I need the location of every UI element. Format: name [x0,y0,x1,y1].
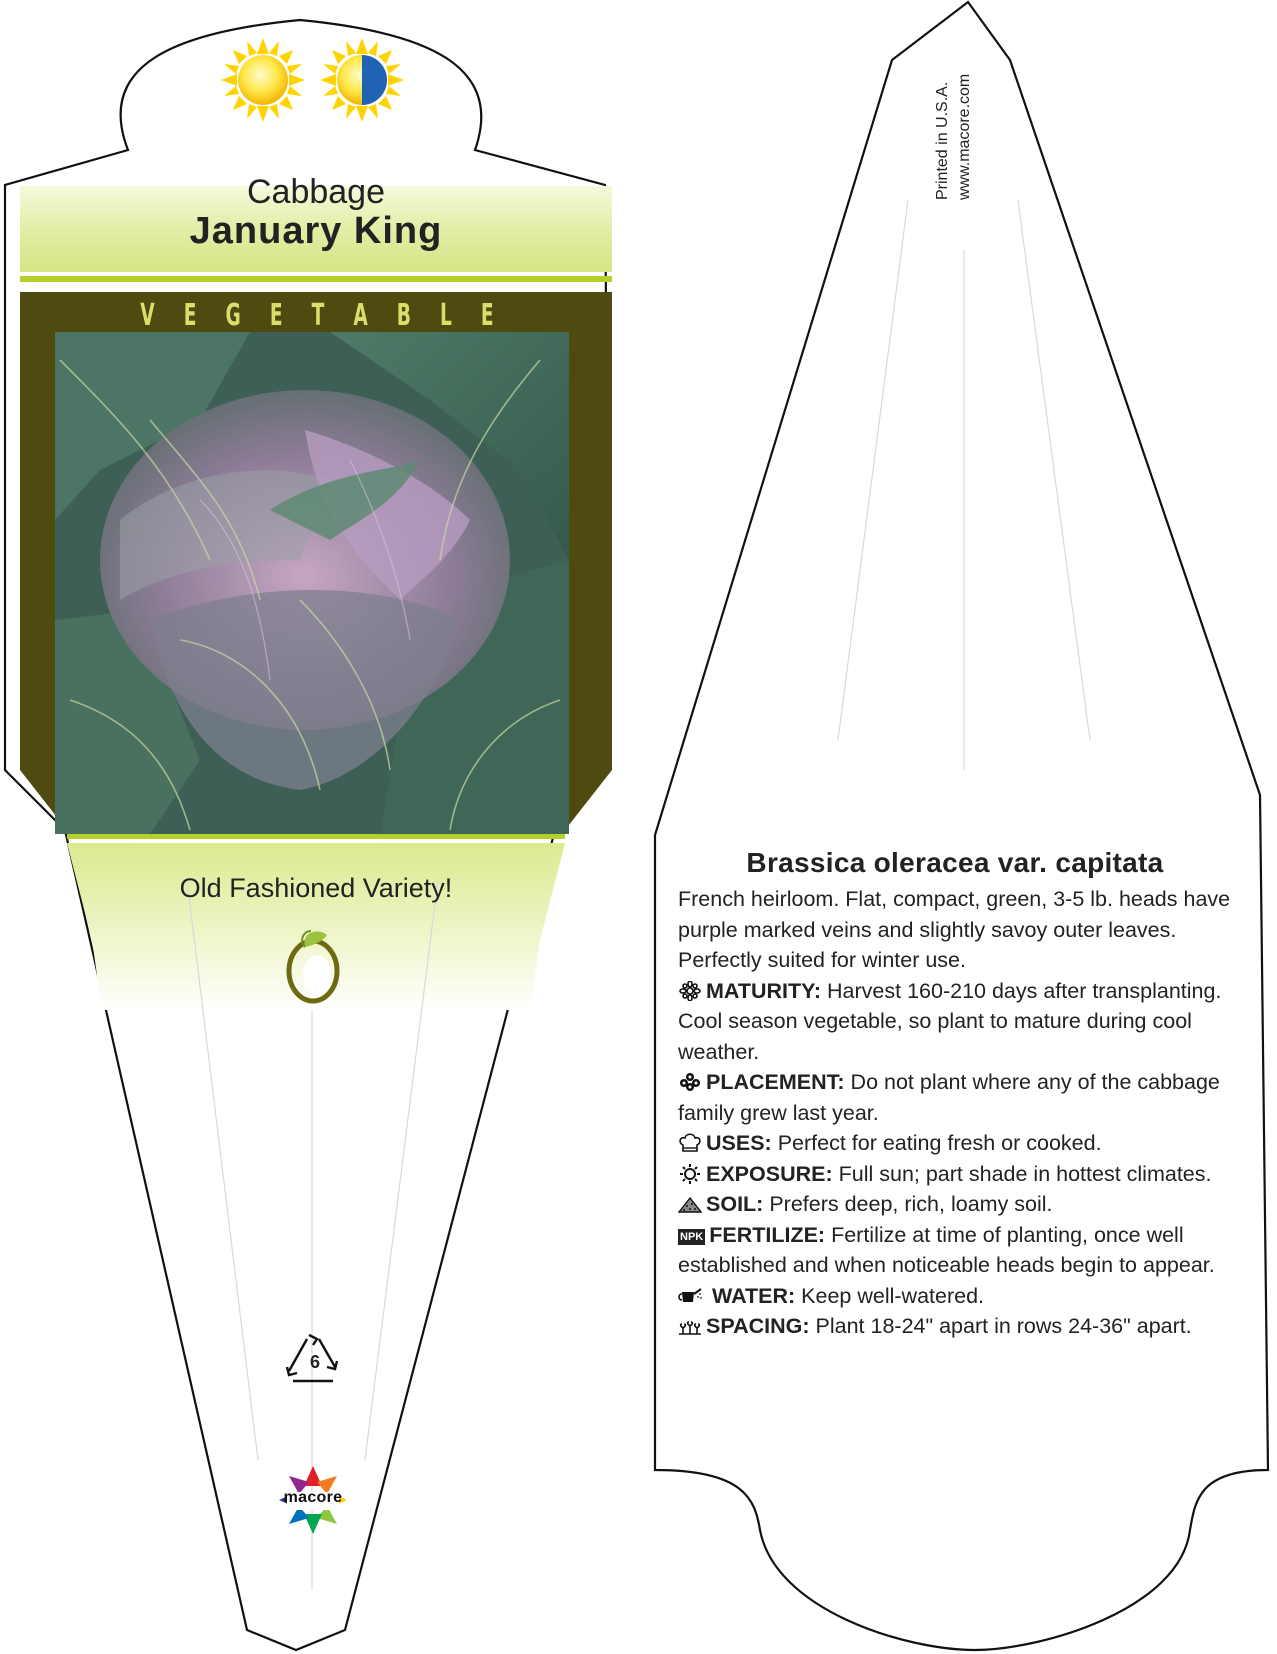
category-letter: A [353,298,368,333]
chef-hat-icon [678,1133,702,1153]
soil-mound-icon [678,1194,702,1214]
sun-outline-icon [678,1164,702,1184]
full-sun-icon [221,38,305,122]
printed-line-2: www.macore.com [956,73,973,200]
exposure-section [678,1159,1258,1190]
category-letter: B [396,298,411,333]
soil-label: SOIL: [706,1192,764,1216]
uses-section [678,1128,1258,1159]
category-letter: E [269,298,283,333]
common-name: Cabbage [246,173,385,211]
spacing-label: SPACING: [706,1314,810,1338]
category-letter: E [183,298,197,333]
placement-flowers-icon [678,1072,702,1092]
part-sun-icon [320,38,404,122]
cabbage-photo [55,332,569,834]
spacing-text: Plant 18-24" apart in rows 24-36" apart. [815,1314,1192,1338]
description: French heirloom. Flat, compact, green, 3-5 lb. heads have purple marked veins and slightly savoy outer leaves. Perfectly suited for winter use. [678,887,1231,972]
fertilize-label: FERTILIZE: [709,1222,826,1247]
variety-name: January King [189,210,443,252]
printed-line-1: Printed in U.S.A. [934,81,951,200]
spacing-seedlings-icon [678,1316,702,1336]
recycle-code: 6 [309,1352,320,1372]
printed-info [932,74,976,200]
maturity-text: Harvest 160-210 days after transplanting. Cool season vegetable, so plant to mature during cool weather. [678,978,1222,1064]
category-letter: E [480,298,494,333]
exposure-text: Full sun; part shade in hottest climates. [838,1161,1212,1186]
uses-label: USES: [706,1131,772,1155]
fertilize-text: Fertilize at time of planting, once well established and when noticeable heads begin to appear. [678,1222,1215,1277]
category-label [140,298,493,334]
maturity-label: MATURITY: [706,978,822,1003]
category-letter: T [311,298,325,333]
uses-text: Perfect for eating fresh or cooked. [777,1131,1102,1155]
spacing-section [678,1311,1258,1342]
exposure-label: EXPOSURE: [706,1161,833,1186]
npk-icon: NPK [680,1230,704,1243]
category-letter: G [225,298,241,333]
botanical-name: Brassica oleracea var. capitata [746,847,1164,878]
placement-text: Do not plant where any of the cabbage family grew last year. [678,1070,1220,1125]
water-section [678,1281,1258,1312]
brand-name: macore [283,1489,343,1506]
category-letter: L [440,298,452,333]
soil-section [678,1189,1258,1220]
category-letter: V [140,298,155,333]
flower-icon [678,981,702,1001]
back-tag-outline [655,2,1268,1650]
water-text: Keep well-watered. [801,1283,985,1308]
slogan: Old Fashioned Variety! [179,873,453,903]
placement-label: PLACEMENT: [706,1070,845,1094]
placement-section [678,1067,1258,1128]
water-label: WATER: [711,1283,796,1308]
care-instructions [678,884,1258,1342]
maturity-section [678,976,1258,1068]
watering-can-icon [678,1286,702,1306]
soil-text: Prefers deep, rich, loamy soil. [769,1192,1053,1216]
fertilize-section [678,1220,1258,1281]
